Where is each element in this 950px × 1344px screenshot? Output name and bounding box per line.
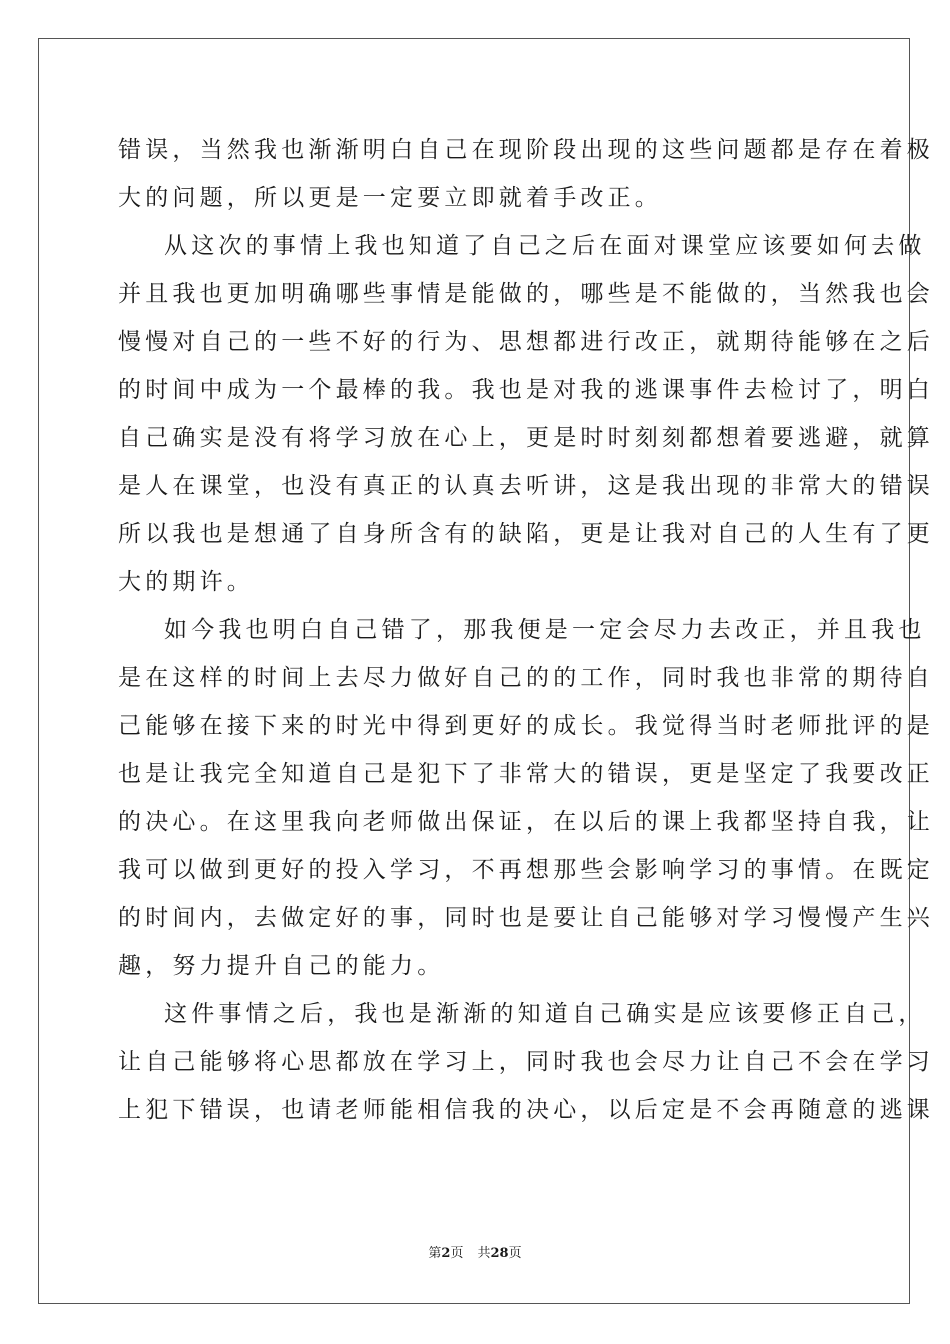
text-line: 慢慢对自己的一些不好的行为、思想都进行改正，就期待能够在之后 [118, 329, 934, 355]
text-line: 是在这样的时间上去尽力做好自己的的工作，同时我也非常的期待自 [118, 665, 934, 691]
page-number: 2 [441, 1246, 451, 1261]
text-line: 己能够在接下来的时光中得到更好的成长。我觉得当时老师批评的是 [118, 713, 934, 739]
text-line: 上犯下错误，也请老师能相信我的决心，以后定是不会再随意的逃课 [118, 1097, 934, 1123]
text-line: 趣，努力提升自己的能力。 [118, 953, 445, 979]
text-line: 并且我也更加明确哪些事情是能做的，哪些是不能做的，当然我也会 [118, 281, 934, 307]
text-line: 是人在课堂，也没有真正的认真去听讲，这是我出现的非常大的错误 [118, 473, 934, 499]
total-prefix: 共 [477, 1246, 491, 1261]
text-line: 的时间中成为一个最棒的我。我也是对我的逃课事件去检讨了，明白 [118, 377, 934, 403]
page-prefix: 第 [428, 1246, 442, 1261]
text-line: 大的问题，所以更是一定要立即就着手改正。 [118, 185, 662, 211]
text-line: 大的期许。 [118, 569, 254, 595]
text-line: 这件事情之后，我也是渐渐的知道自己确实是应该要修正自己， [164, 1001, 926, 1027]
total-suffix: 页 [508, 1246, 522, 1261]
text-line: 自己确实是没有将学习放在心上，更是时时刻刻都想着要逃避，就算 [118, 425, 934, 451]
text-line: 也是让我完全知道自己是犯下了非常大的错误，更是坚定了我要改正 [118, 761, 934, 787]
text-line: 如今我也明白自己错了，那我便是一定会尽力去改正，并且我也 [164, 617, 926, 643]
text-line: 让自己能够将心思都放在学习上，同时我也会尽力让自己不会在学习 [118, 1049, 934, 1075]
text-line: 错误，当然我也渐渐明白自己在现阶段出现的这些问题都是存在着极 [118, 137, 934, 163]
text-line: 的决心。在这里我向老师做出保证，在以后的课上我都坚持自我，让 [118, 809, 934, 835]
total-pages: 28 [490, 1246, 509, 1261]
text-line: 从这次的事情上我也知道了自己之后在面对课堂应该要如何去做 [164, 233, 926, 259]
page-footer [0, 1244, 950, 1264]
text-line: 的时间内，去做定好的事，同时也是要让自己能够对学习慢慢产生兴 [118, 905, 934, 931]
text-line: 所以我也是想通了自身所含有的缺陷，更是让我对自己的人生有了更 [118, 521, 934, 547]
document-body [118, 126, 934, 1134]
page-suffix: 页 [450, 1246, 464, 1261]
text-line: 我可以做到更好的投入学习，不再想那些会影响学习的事情。在既定 [118, 857, 934, 883]
